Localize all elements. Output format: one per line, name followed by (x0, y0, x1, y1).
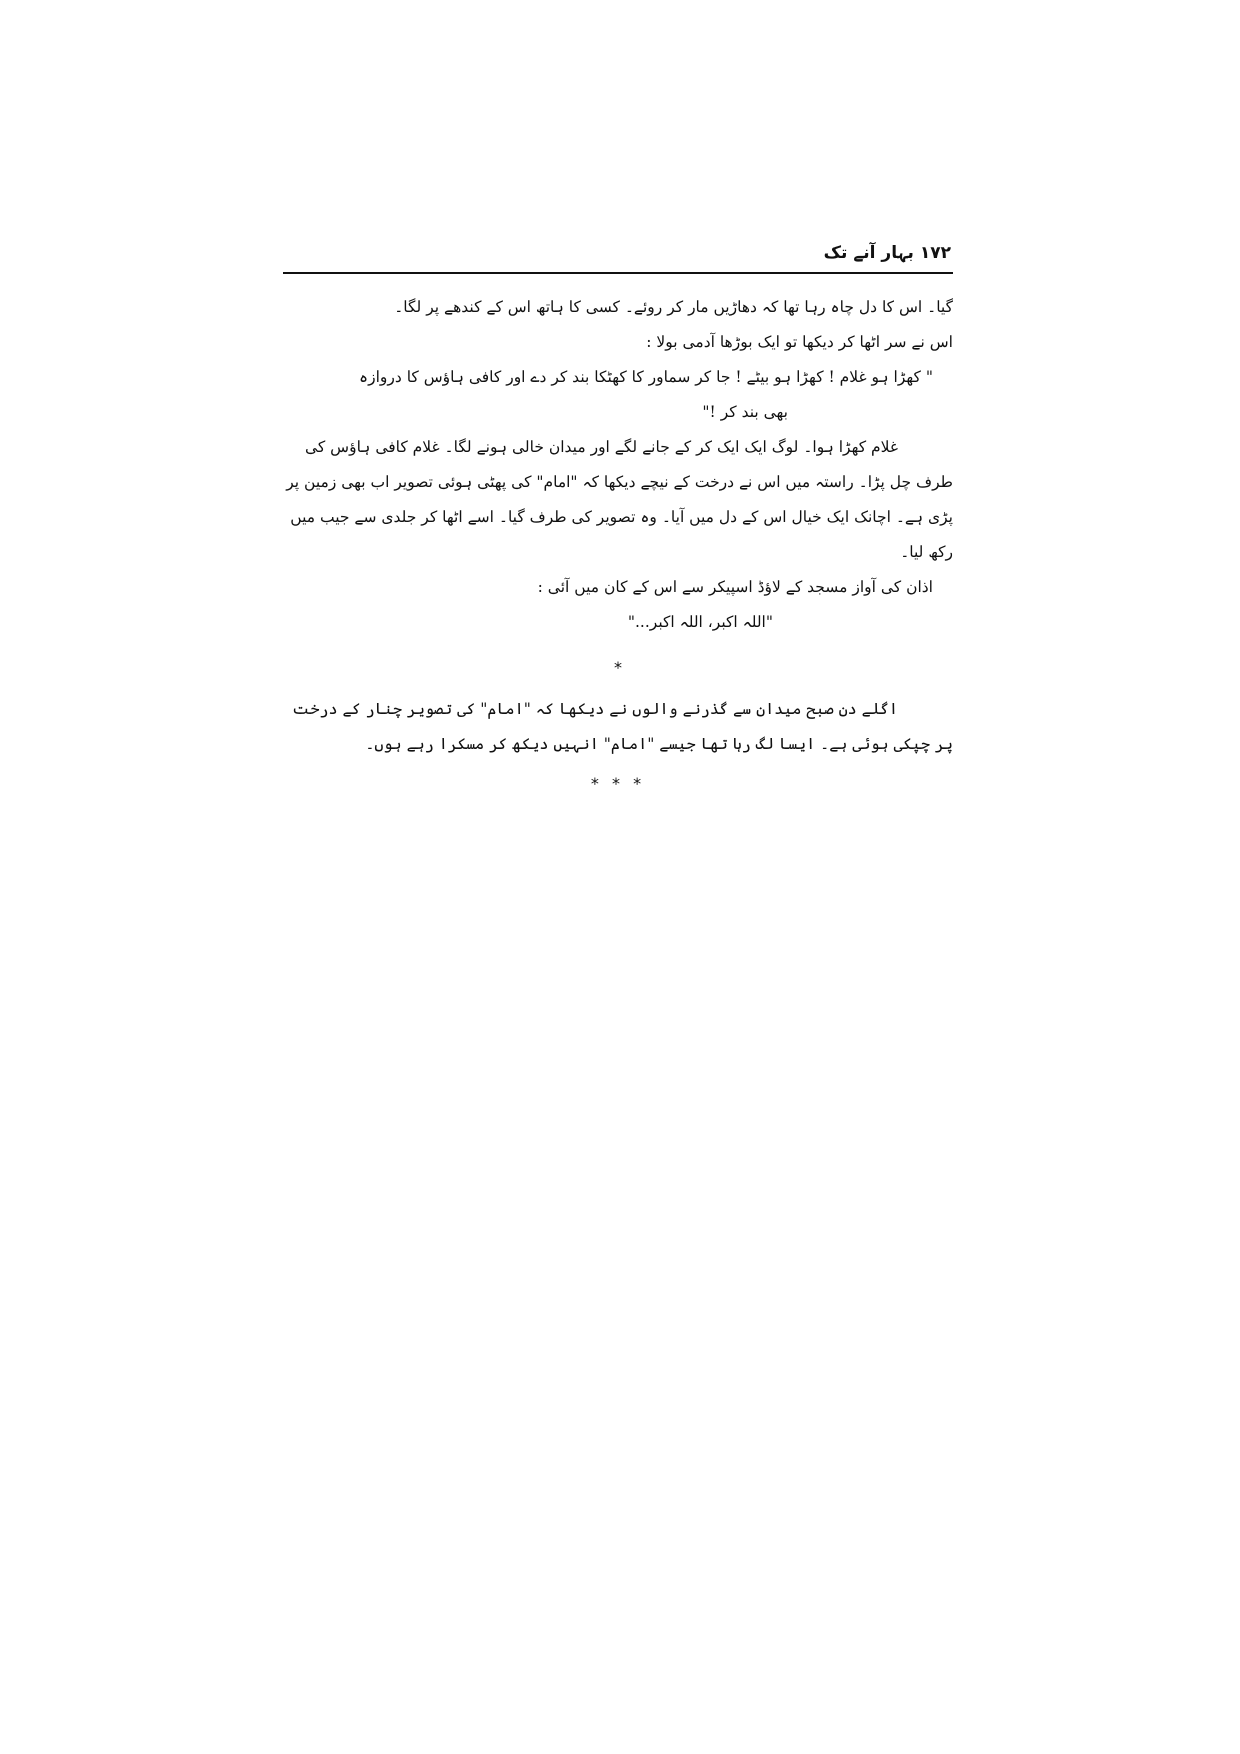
end-separator: * * * (590, 774, 646, 793)
header-rule (283, 272, 953, 274)
book-page (283, 240, 953, 808)
adhan-quote: "اللہ اکبر، اللہ اکبر..." (627, 613, 773, 631)
paragraph-old-man: اس نے سر اٹھا کر دیکھا تو ایک بوڑھا آدمی بولا : (646, 333, 953, 351)
paragraph-grief: گیا۔ اس کا دل چاہ رہا تھا کہ دھاڑیں مار کر روئے۔ کسی کا ہاتھ اس کے کندھے پر لگا۔ (394, 298, 953, 316)
quote-old-man-line-2: بھی بند کر !" (702, 403, 788, 421)
section-separator: * (614, 658, 622, 677)
page-body (283, 290, 953, 798)
adhan-line: اذان کی آواز مسجد کے لاؤڈ اسپیکر سے اس کے کان میں آئی : (537, 578, 933, 596)
quote-old-man-line-1: " کھڑا ہو غلام ! کھڑا ہو بیٹے ! جا کر سماور کا کھٹکا بند کر دے اور کافی ہاؤس کا دروازہ (359, 368, 933, 386)
paragraph-next-day: اگلے دن صبح میدان سے گذرنے والوں نے دیکھا کہ "امام" کی تصویر چنار کے درخت پر چپکی ہوئی ہے۔ ایسا لگ رہا تھا جیسے "امام" انہیں دیکھ کر مسکرا رہے ہوں۔ (292, 700, 953, 753)
running-head: ۱۷۲ بہار آنے تک (823, 243, 951, 263)
paragraph-ghulam: غلام کھڑا ہوا۔ لوگ ایک ایک کر کے جانے لگے اور میدان خالی ہونے لگا۔ غلام کافی ہاؤس کی طرف چل پڑا۔ راستہ میں اس نے درخت کے نیچے دیکھا کہ "امام" کی پھٹی ہوئی تصویر اب بھی زمین پر پڑی ہے۔ اچانک ایک خیال اس کے دل میں آیا۔ وہ تصویر کی طرف گیا۔ اسے اٹھا کر جلدی سے جیب میں رکھ لیا۔ (286, 438, 953, 561)
